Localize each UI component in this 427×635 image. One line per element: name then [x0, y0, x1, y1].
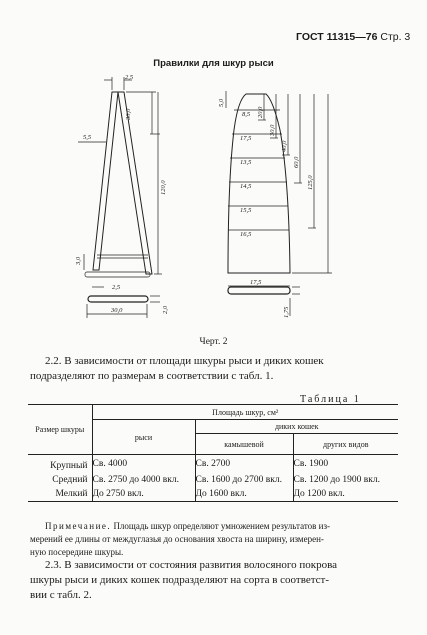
figure-caption: Черт. 2 [199, 337, 228, 347]
table-caption: Таблица 1 [300, 394, 361, 405]
dim-label: 40,0 [281, 140, 288, 152]
text-line: шкуры рыси и диких кошек подразделяют на сорта в соответст- [30, 574, 330, 586]
table-cell: Св. 1900 [293, 459, 329, 469]
table-row [28, 487, 398, 502]
dim-label: 60,0 [293, 156, 300, 168]
dim-label: 2,5 [125, 74, 134, 81]
stretcher-drawing [0, 70, 427, 335]
dim-label: 14,5 [240, 183, 252, 190]
note-label: Примечание. [45, 521, 112, 531]
dim-label: 20,0 [257, 106, 264, 118]
table-cell: Мелкий [28, 487, 92, 502]
table-cell: Средний [28, 473, 92, 487]
table-cell: До 1200 вкл. [293, 487, 398, 502]
table-cell: Св. 2750 до 4000 вкл. [92, 473, 195, 487]
dim-label: 2,0 [162, 305, 169, 314]
dim-label: 5,5 [83, 134, 92, 141]
paragraph-2-3 [30, 558, 400, 603]
text-line: вии с табл. 2. [30, 589, 92, 601]
table-row [28, 455, 398, 474]
table-cell: Крупный [28, 455, 92, 474]
page-header [296, 31, 410, 43]
dim-label: 17,5 [250, 279, 262, 286]
figure-title: Правилки для шкур рыси [153, 58, 274, 69]
dim-label: 125,0 [307, 175, 314, 190]
dim-label: 5,0 [218, 98, 225, 107]
text-line: ную посередине шкуры. [30, 547, 124, 557]
table-cell: Св. 4000 [92, 455, 195, 474]
table-cell: Св. 2700 [195, 455, 293, 474]
size-table [28, 404, 398, 502]
dim-label: 30,0 [125, 108, 132, 120]
dim-label: 13,5 [240, 159, 252, 166]
table-note [30, 520, 400, 559]
dim-label: 120,0 [160, 180, 167, 195]
header-area: Площадь шкур, см² [92, 405, 398, 420]
dim-label: 17,5 [240, 135, 252, 142]
text-line: 2.2. В зависимости от площади шкуры рыси и диких кошек [45, 355, 324, 367]
header-reed: камышевой [195, 434, 293, 455]
table-cell: Св. 1200 до 1900 вкл. [293, 475, 380, 485]
table-cell: Св. 1600 до 2700 вкл. [195, 473, 293, 487]
dim-label: 15,5 [240, 207, 252, 214]
dim-label: 3,0 [75, 256, 82, 265]
dim-label: 2,5 [112, 284, 121, 291]
dim-label: 30,0 [269, 124, 276, 136]
left-stretcher-view [78, 77, 162, 318]
standard-number: ГОСТ 11315—76 [296, 31, 378, 43]
text-line: подразделяют по размерам в соответствии с табл. 1. [30, 370, 274, 382]
text-line: Площадь шкур определяют умножением результатов из- [113, 521, 331, 531]
header-wildcats: диких кошек [195, 420, 398, 434]
table-row [28, 473, 398, 487]
dim-label: 16,5 [240, 231, 252, 238]
table-cell: До 1600 вкл. [195, 487, 293, 502]
dim-label: 1,75 [283, 306, 290, 318]
text-line: 2.3. В зависимости от состояния развития волосяного покрова [45, 559, 338, 571]
dim-label: 30,0 [111, 307, 123, 314]
paragraph-2-2 [30, 354, 400, 384]
header-lynx: рыси [92, 420, 195, 455]
header-size: Размер шкуры [28, 405, 92, 455]
page-number: Стр. 3 [380, 31, 411, 43]
dim-label: 8,5 [242, 111, 251, 118]
right-stretcher-view [226, 91, 332, 316]
text-line: мерений ее длины от междуглазья до основания хвоста на ширину, измерен- [30, 534, 324, 544]
table-cell: До 2750 вкл. [92, 487, 195, 502]
header-other: других видов [293, 434, 398, 455]
